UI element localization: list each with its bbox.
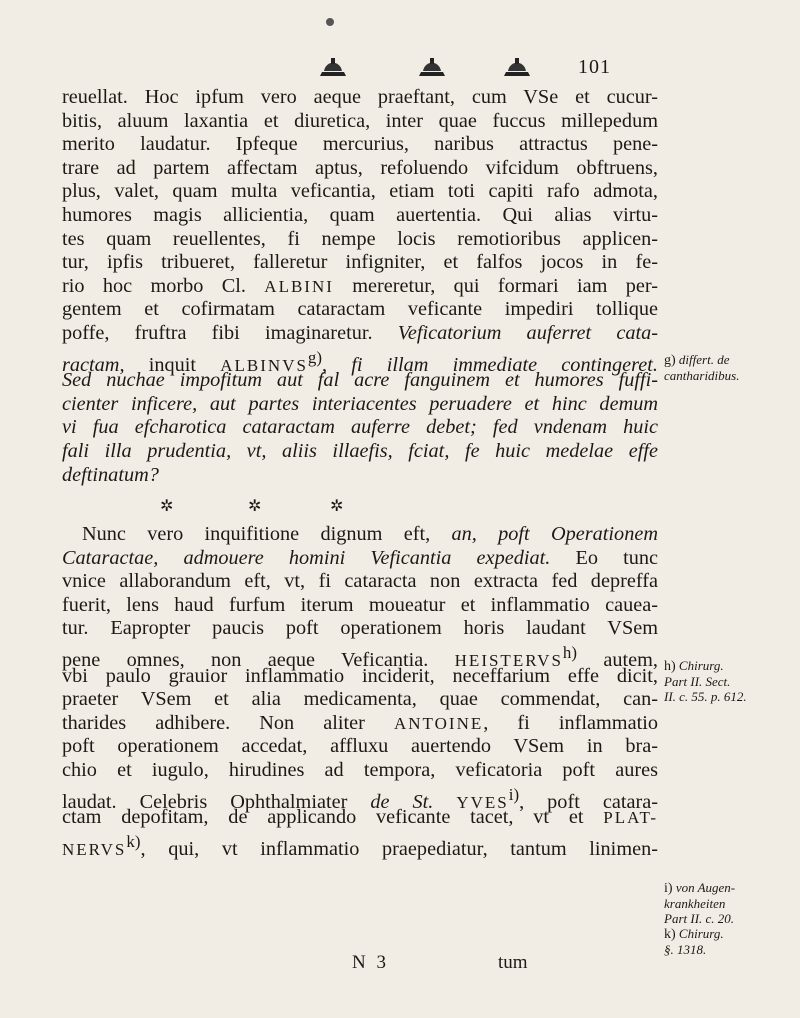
text-line: vi fua efcharotica cataractam auferre debet; fed vndenam huic bbox=[62, 416, 658, 439]
text-line: rio hoc morbo Cl. ALBINI mereretur, qui formari iam per- bbox=[62, 274, 658, 297]
margin-note-i: i) von Augen- krankheiten Part II. c. 20. bbox=[664, 880, 736, 926]
author-name: ALBINI bbox=[264, 276, 334, 296]
section-separator bbox=[62, 487, 658, 521]
text-line: trare ad partem affectam aptus, refoluendo vifcidum obftruens, bbox=[62, 156, 658, 179]
text-line: poffe, fruftra fibi imaginaretur. Veficatorium auferret cata- bbox=[62, 321, 658, 344]
printer-ornament-icon bbox=[316, 56, 350, 80]
text-line: vbi paulo grauior inflammatio inciderit, neceffarium effe dicit, bbox=[62, 664, 658, 687]
footnote-ref: h) bbox=[562, 643, 578, 663]
asterism-icon: ✲ bbox=[160, 498, 174, 516]
main-text bbox=[62, 86, 658, 860]
text-line: plus, valet, quam multa veficantia, etiam toti capiti rafo admota, bbox=[62, 180, 658, 203]
text-line: humores magis allicientia, quam auertentia. Qui alias virtu- bbox=[62, 203, 658, 226]
text-line: fali illa prudentia, vt, aliis illaefis, fciat, fe huic medelae effe bbox=[62, 439, 658, 462]
margin-note-k: k) Chirurg. §. 1318. bbox=[664, 926, 724, 957]
ink-dot-icon bbox=[324, 16, 336, 28]
text-line: chio et iugulo, hirudines ad tempora, veficatoria poft aures bbox=[62, 759, 658, 782]
author-name: ANTOINE bbox=[394, 713, 484, 733]
footnote-ref: k) bbox=[126, 831, 141, 851]
text-line: tharides adhibere. Non aliter ANTOINE, fi inflammatio bbox=[62, 711, 658, 734]
header-ornaments bbox=[0, 8, 800, 78]
text-line: bitis, aluum laxantia et diuretica, inter quae fuccus millepedum bbox=[62, 109, 658, 132]
text-line: ctam depofitam, de applicando veficante tacet, vt et PLAT- bbox=[62, 806, 658, 829]
author-name: PLAT- bbox=[603, 808, 658, 828]
text-line: tur. Eapropter paucis poft operationem horis laudant VSem bbox=[62, 617, 658, 640]
text-line: merito laudatur. Ipfeque mercurius, naribus attractus pene- bbox=[62, 133, 658, 156]
paragraph-1 bbox=[62, 86, 658, 487]
footnote-ref: g) bbox=[307, 347, 323, 367]
author-name: NERVS bbox=[62, 839, 127, 859]
paragraph-2 bbox=[62, 523, 658, 860]
text-line: deftinatum? bbox=[62, 463, 159, 486]
author-name: ALBINVS bbox=[220, 355, 308, 375]
footnote-ref: i) bbox=[508, 784, 520, 804]
catchword: tum bbox=[498, 952, 528, 973]
text-line: gentem et cofirmatam cataractam veficante impediri tollique bbox=[62, 298, 658, 321]
printer-ornament-icon bbox=[500, 56, 534, 80]
asterism-icon: ✲ bbox=[330, 498, 344, 516]
printer-ornament-icon bbox=[415, 56, 449, 80]
text-line: praeter VSem et alia medicamenta, quae commendat, can- bbox=[62, 688, 658, 711]
text-line: tes quam reuellentes, fi nempe locis remotioribus applicen- bbox=[62, 227, 658, 250]
signature-mark: N 3 bbox=[352, 952, 389, 973]
text-line: reuellat. Hoc ipfum vero aeque praeftant, cum VSe et cucur- bbox=[62, 86, 658, 108]
text-line: Cataractae, admouere homini Veficantia expediat. Eo tunc bbox=[62, 546, 658, 569]
text-line: tur, ipfis tribueret, falleretur infigniter, et falfos jocos in fe- bbox=[62, 251, 658, 274]
text-line: ractam, inquit ALBINVS$^{g)}$, fi illam immediate contingeret. bbox=[62, 347, 658, 376]
text-line: Sed nuchae impofitum aut fal acre fanguinem et humores fuffi- bbox=[62, 369, 658, 392]
page-number: 101 bbox=[578, 56, 611, 78]
asterism-icon: ✲ bbox=[248, 498, 262, 516]
text-line: vnice allaborandum eft, vt, fi cataracta non extracta fed depreffa bbox=[62, 570, 658, 593]
text-line: poft operationem accedat, affluxu auertendo VSem in bra- bbox=[62, 735, 658, 758]
margin-note-g: g) differt. de cantharidibus. bbox=[664, 352, 740, 383]
text-line: pene omnes, non aeque Veficantia. HEISTERVS$^{h)}$ autem, bbox=[62, 643, 658, 671]
text-line: Nunc vero inquifitione dignum eft, an, poft Operationem bbox=[82, 523, 658, 546]
margin-note-h: h) Chirurg. Part II. Sect. II. c. 55. p. 612. bbox=[664, 658, 747, 704]
text-line: fuerit, lens haud furfum iterum moueatur et inflammatio cauea- bbox=[62, 593, 658, 616]
text-line: NERVS$^{k)}$, qui, vt inflammatio praepediatur, tantum linimen- bbox=[62, 831, 658, 860]
text-line: laudat. Celebris Ophthalmiater de St. YVES$^{i)}$, poft catara- bbox=[62, 784, 658, 813]
author-name: YVES bbox=[456, 792, 509, 812]
author-name: HEISTERVS bbox=[454, 650, 563, 670]
text-line: cienter inficere, aut partes interiacentes peruadere et hinc demum bbox=[62, 392, 658, 415]
